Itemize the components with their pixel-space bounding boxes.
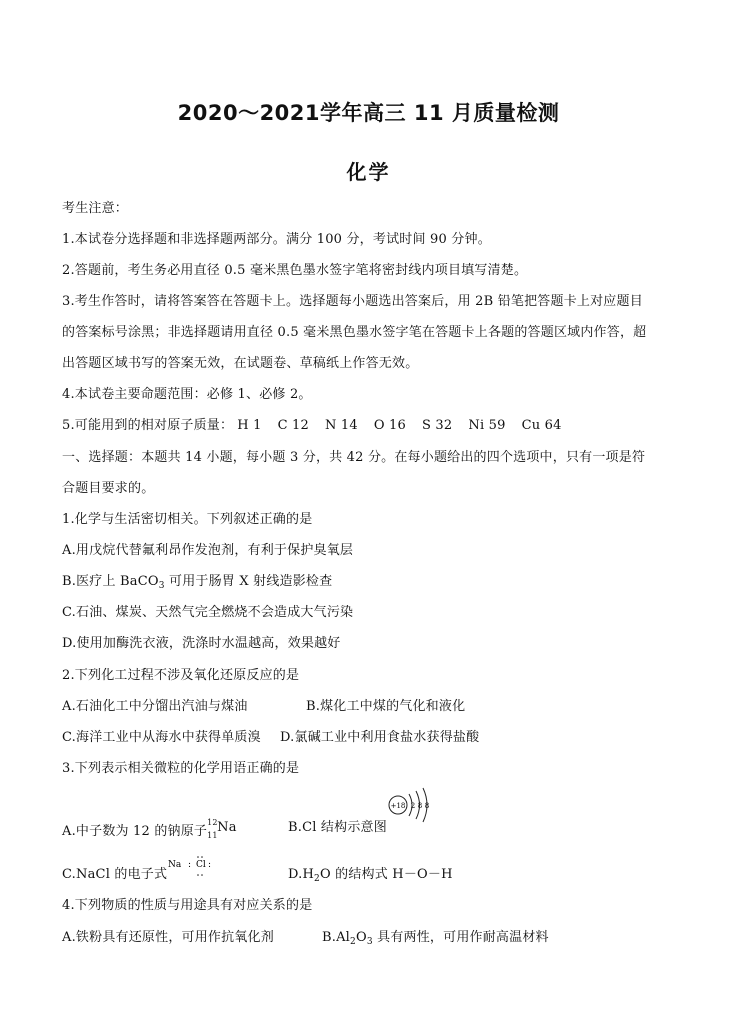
q1-stem: 1.化学与生活密切相关。下列叙述正确的是 [62,512,313,527]
notice-item-1: 1.本试卷分选择题和非选择题两部分。满分 100 分，考试时间 90 分钟。 [62,232,491,247]
nucleus-charge: +18 [390,802,406,810]
q2-stem: 2.下列化工过程不涉及氧化还原反应的是 [62,668,300,683]
q1-option-d: D.使用加酶洗衣液，洗涤时水温越高，效果越好 [62,636,341,651]
sodium-nuclide-symbol: 12 11 Na [207,818,237,840]
q3-options-cd [62,866,453,884]
q2-options-cd [62,729,480,747]
q3-stem: 3.下列表示相关微粒的化学用语正确的是 [62,761,300,776]
notice-item-2: 2.答题前，考生务必用直径 0.5 毫米黑色墨水签字笔将密封线内项目填写清楚。 [62,263,528,278]
q2-option-c: C.海洋工业中从海水中获得单质溴 [62,730,261,745]
atomic-mass-ni: Ni 59 [468,418,506,433]
atomic-mass-label: 5.可能用到的相对原子质量： [62,418,234,433]
q4-options-ab [62,929,549,947]
atomic-mass-c: C 12 [277,418,309,433]
atomic-mass-cu: Cu 64 [521,418,562,433]
q1-option-b: B.医疗上 BaCO$_3$ 可用于肠胃 X 射线造影检查 [62,574,333,591]
q3-option-d: $D.H_2O$ 的结构式 H－O－H [288,867,453,884]
exam-title: 2020～2021学年高三 11 月质量检测 [177,101,560,125]
notice-item-5 [62,417,578,435]
q4-stem: 4.下列物质的性质与用途具有对应关系的是 [62,898,313,913]
q4-option-a: A.铁粉具有还原性，可用作抗氧化剂 [62,930,274,945]
q4-option-b: $B.Al_2O_3$ 具有两性，可用作耐高温材料 [322,930,549,947]
atomic-mass-o: O 16 [373,418,406,433]
q3-options-ab [62,818,387,841]
sodium-ion-symbol: Na [168,860,182,870]
q3-option-c: C.NaCl 的电子式 [62,867,168,882]
section-1-line-2: 合题目要求的。 [62,481,155,496]
notice-item-3-line-3: 出答题区域书写的答案无效，在试题卷、草稿纸上作答无效。 [62,356,419,371]
q1-option-c: C.石油、煤炭、天然气完全燃烧不会造成大气污染 [62,605,354,620]
q2-options-ab [62,698,466,716]
atomic-mass-s: S 32 [421,418,453,433]
atomic-mass-h: H 1 [237,418,262,433]
notice-item-4: 4.本试卷主要命题范围：必修 1、必修 2。 [62,387,312,402]
q3-option-a: A.中子数为 12 的钠原子 12 11 Na [62,818,237,840]
shell-3-electrons: 8 [424,802,430,810]
q2-option-b: B.煤化工中煤的气化和液化 [306,699,466,714]
atomic-mass-n: N 14 [324,418,358,433]
chloride-ion-symbol: Cl [196,860,206,870]
chlorine-atom-structure-diagram [386,781,438,833]
notice-item-3-line-1: 3.考生作答时，请将答案答在答题卡上。选择题每小题选出答案后，用 2B 铅笔把答题卡上对应题目 [62,294,643,309]
svg-text::: : [208,860,212,870]
notice-heading: 考生注意： [62,201,129,216]
q3-option-b: B.Cl 结构示意图 [288,820,387,835]
svg-text::: : [188,860,192,870]
shell-1-electrons: 2 [410,802,416,810]
q1-option-a: A.用戊烷代替氟利昂作发泡剂，有利于保护臭氧层 [62,543,354,558]
subject-title: 化学 [346,160,391,184]
shell-2-electrons: 8 [417,802,423,810]
q2-option-d: D.氯碱工业中利用食盐水获得盐酸 [280,730,480,745]
section-1-line-1: 一、选择题：本题共 14 小题，每小题 3 分，共 42 分。在每小题给出的四个选项中，只有一项是符 [62,450,646,465]
nacl-electron-dot-formula [166,853,218,883]
notice-item-3-line-2: 的答案标号涂黑；非选择题请用直径 0.5 毫米黑色墨水签字笔在答题卡上各题的答题区域内作答，超 [62,325,647,340]
q2-option-a: A.石油化工中分馏出汽油与煤油 [62,699,248,714]
